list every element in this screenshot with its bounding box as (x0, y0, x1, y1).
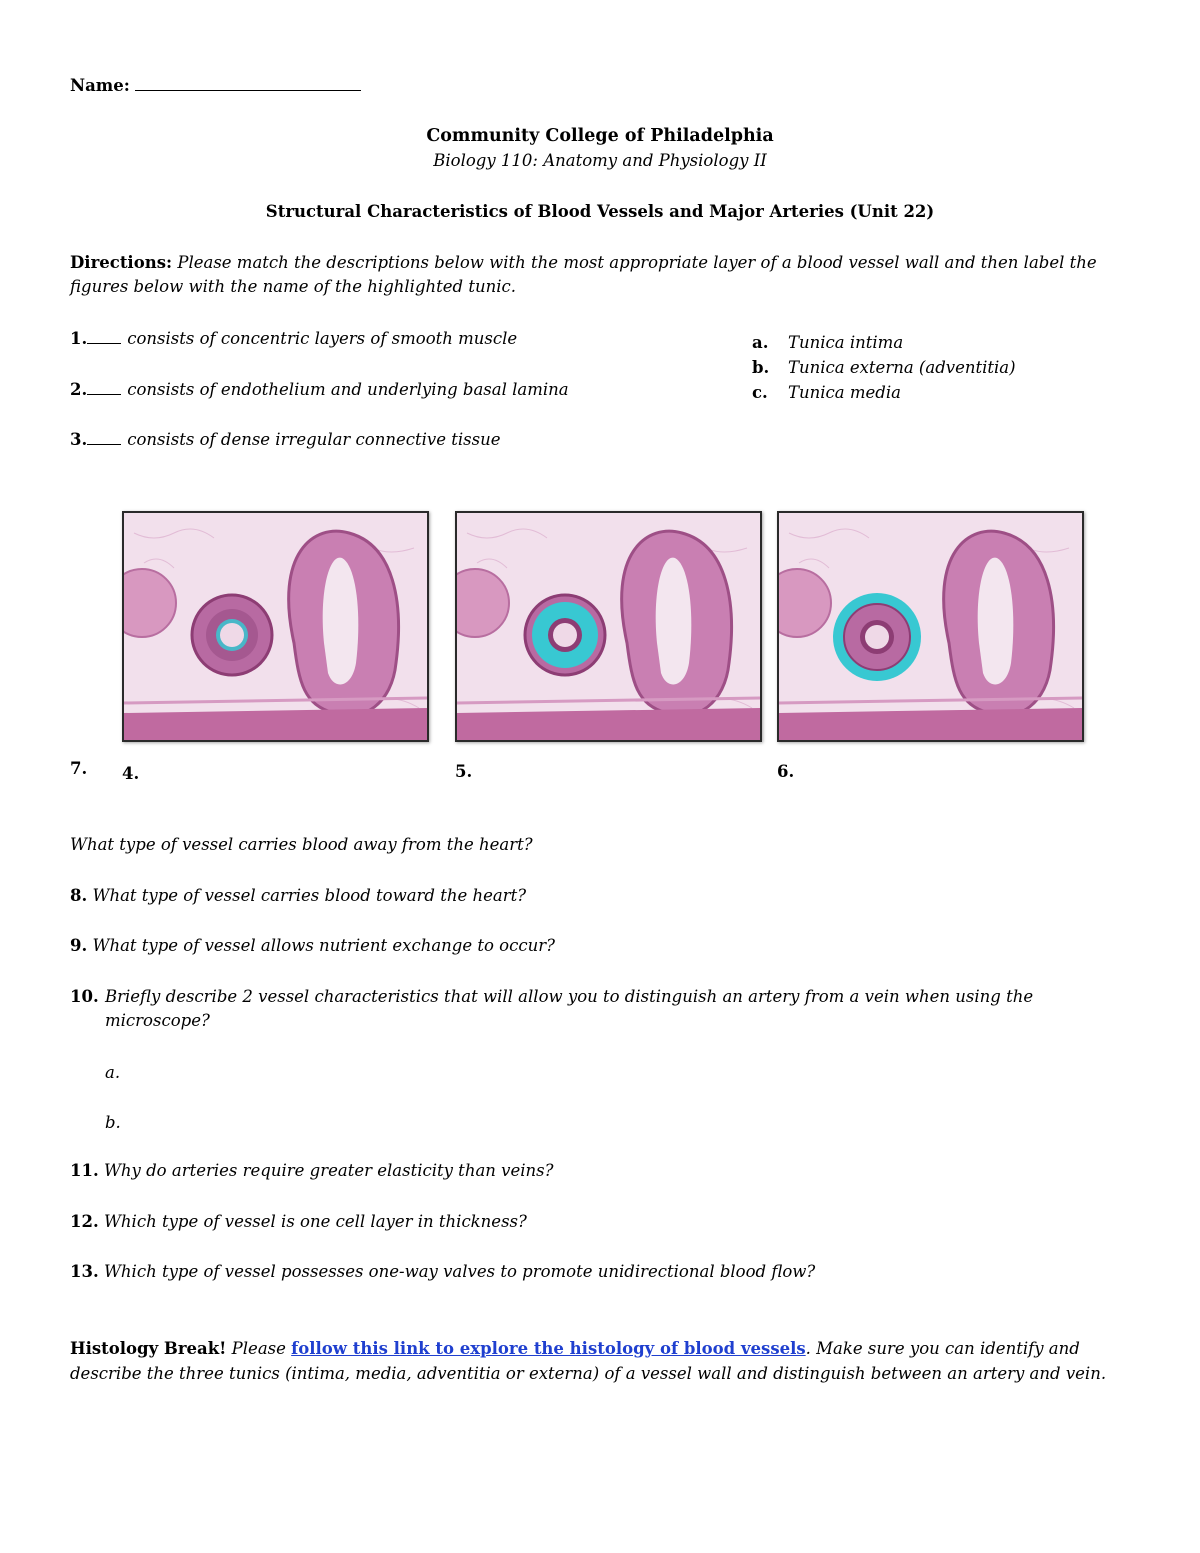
question-number: 8. (70, 886, 88, 905)
question-text: What type of vessel allows nutrient exchange to occur? (92, 936, 555, 955)
vessel-micrograph-externa (779, 513, 1082, 740)
histology-figure-4 (122, 511, 429, 742)
matching-item-number: 3. (70, 430, 88, 449)
question-8 (70, 884, 526, 908)
histology-figure-5 (455, 511, 762, 742)
histology-figure-6 (777, 511, 1084, 742)
question-9 (70, 934, 555, 958)
figure-label-5: 5. (455, 762, 473, 781)
question-number: 13. (70, 1262, 99, 1281)
question-12 (70, 1210, 527, 1234)
histology-break-paragraph (70, 1336, 1130, 1386)
option-letter: c. (752, 383, 768, 402)
question-number: 11. (70, 1161, 99, 1180)
question-text: What type of vessel carries blood toward the heart? (92, 886, 527, 905)
question-7-text: What type of vessel carries blood away from the heart? (70, 835, 533, 854)
matching-item-3 (70, 428, 500, 452)
option-b (752, 356, 1016, 380)
matching-item-text: consists of endothelium and underlying basal lamina (127, 380, 569, 399)
directions-text: Please match the descriptions below with the most appropriate layer of a blood vessel wall and then label the figures below with the name of the highlighted tunic. (70, 253, 1097, 296)
option-text: Tunica media (788, 383, 901, 402)
matching-item-text: consists of dense irregular connective tissue (127, 430, 501, 449)
vessel-micrograph-intima (124, 513, 427, 740)
matching-item-number: 1. (70, 329, 88, 348)
question-text: Which type of vessel is one cell layer in thickness? (103, 1212, 527, 1231)
course-subtitle: Biology 110: Anatomy and Physiology II (433, 151, 767, 170)
option-text: Tunica externa (adventitia) (788, 358, 1016, 377)
vessel-micrograph-media (457, 513, 760, 740)
matching-item-2 (70, 378, 569, 402)
question-10-part-a: a. (105, 1063, 121, 1082)
matching-item-1 (70, 327, 517, 351)
name-field[interactable] (70, 74, 361, 98)
institution-title: Community College of Philadelphia (426, 126, 774, 146)
question-text: Why do arteries require greater elasticity than veins? (103, 1161, 554, 1180)
question-7-number: 7. (70, 759, 88, 778)
question-number: 12. (70, 1212, 99, 1231)
question-10 (70, 985, 1110, 1033)
answer-blank[interactable] (87, 380, 121, 395)
worksheet-title: Structural Characteristics of Blood Vessels and Major Arteries (Unit 22) (265, 202, 935, 221)
question-11 (70, 1159, 553, 1183)
histology-before-link: Please (231, 1339, 286, 1358)
figure-label-4: 4. (122, 764, 140, 783)
answer-blank[interactable] (87, 329, 121, 344)
answer-blank[interactable] (87, 430, 121, 445)
question-number: 10. (70, 987, 99, 1006)
directions-label: Directions: (70, 253, 173, 272)
name-label: Name: (70, 76, 130, 95)
histology-link[interactable]: follow this link to explore the histology of blood vessels (291, 1339, 806, 1358)
option-a (752, 331, 903, 355)
option-c (752, 381, 901, 405)
matching-item-number: 2. (70, 380, 88, 399)
option-text: Tunica intima (788, 333, 904, 352)
histology-after-link: . Make sure you can identify and describe the three tunics (intima, media, adventitia or externa) of a vessel wall and distinguish between an artery and vein. (70, 1339, 1107, 1383)
histology-break-label: Histology Break! (70, 1339, 227, 1358)
question-number: 9. (70, 936, 88, 955)
question-10-part-b: b. (105, 1113, 121, 1132)
option-letter: b. (752, 358, 770, 377)
question-text: Which type of vessel possesses one-way valves to promote unidirectional blood flow? (103, 1262, 816, 1281)
directions (70, 251, 1130, 299)
question-13 (70, 1260, 815, 1284)
name-blank-line[interactable] (135, 76, 361, 91)
matching-item-text: consists of concentric layers of smooth muscle (127, 329, 518, 348)
option-letter: a. (752, 333, 769, 352)
question-text: Briefly describe 2 vessel characteristics that will allow you to distinguish an artery from a vein when using the microscope? (105, 987, 1034, 1030)
figure-label-6: 6. (777, 762, 795, 781)
